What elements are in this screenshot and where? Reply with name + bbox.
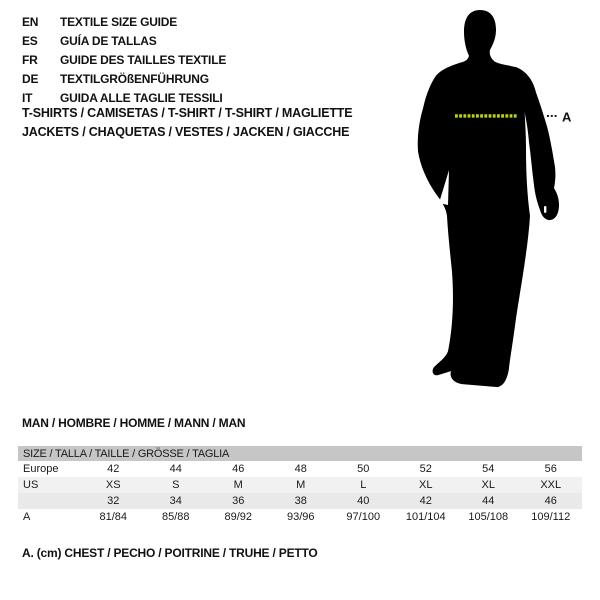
- size-table-header: SIZE / TALLA / TAILLE / GRÖSSE / TAGLIA: [18, 446, 582, 461]
- language-label: TEXTILE SIZE GUIDE: [60, 15, 178, 29]
- table-cell: 46: [520, 493, 583, 509]
- table-cell: 97/100: [332, 509, 395, 525]
- table-cell: 54: [457, 461, 520, 477]
- table-cell: 101/104: [395, 509, 458, 525]
- table-cell: 42: [395, 493, 458, 509]
- table-cell: 50: [332, 461, 395, 477]
- language-row: [22, 70, 226, 89]
- table-cell: XL: [395, 477, 458, 493]
- language-code: ES: [22, 34, 38, 48]
- table-row-chest-a: [18, 509, 582, 525]
- table-cell: S: [145, 477, 208, 493]
- table-cell: 42: [82, 461, 145, 477]
- silhouette-body: [418, 10, 530, 387]
- language-row: [22, 51, 226, 70]
- table-cell: 56: [520, 461, 583, 477]
- language-code: EN: [22, 15, 39, 29]
- size-table-header-row: [18, 446, 582, 461]
- table-cell: 44: [145, 461, 208, 477]
- language-label: TEXTILGRÖßENFÜHRUNG: [60, 72, 209, 86]
- table-cell: M: [207, 477, 270, 493]
- row-label: Europe: [18, 461, 82, 477]
- language-code: DE: [22, 72, 39, 86]
- language-row: [22, 13, 226, 32]
- language-label: GUIDE DES TAILLES TEXTILE: [60, 53, 227, 67]
- table-cell: 44: [457, 493, 520, 509]
- table-cell: XXL: [520, 477, 583, 493]
- language-label: GUIDA ALLE TAGLIE TESSILI: [60, 91, 223, 105]
- table-cell: 81/84: [82, 509, 145, 525]
- language-row: [22, 32, 226, 51]
- row-label: [18, 493, 82, 509]
- table-cell: XS: [82, 477, 145, 493]
- table-cell: 93/96: [270, 509, 333, 525]
- size-table: [18, 446, 582, 525]
- language-code: FR: [22, 53, 38, 67]
- man-silhouette: [405, 5, 585, 403]
- category-line-jackets: JACKETS / CHAQUETAS / VESTES / JACKEN / GIACCHE: [22, 125, 350, 139]
- table-cell: 46: [207, 461, 270, 477]
- table-cell: 34: [145, 493, 208, 509]
- garment-categories: [22, 104, 352, 142]
- table-cell: 36: [207, 493, 270, 509]
- table-cell: L: [332, 477, 395, 493]
- category-line-tshirts: T-SHIRTS / CAMISETAS / T-SHIRT / T-SHIRT / MAGLIETTE: [22, 106, 353, 120]
- table-cell: 40: [332, 493, 395, 509]
- man-silhouette-figure: [405, 5, 585, 403]
- footnote-chest-measure: A. (cm) CHEST / PECHO / POITRINE / TRUHE / PETTO: [22, 546, 318, 560]
- language-code: IT: [22, 91, 33, 105]
- table-cell: M: [270, 477, 333, 493]
- table-row-europe: [18, 461, 582, 477]
- table-row-numeric: [18, 493, 582, 509]
- row-label: A: [18, 509, 82, 525]
- thumb-notch: [544, 206, 546, 213]
- language-list: [22, 13, 226, 108]
- table-cell: 105/108: [457, 509, 520, 525]
- measure-label-a: A: [562, 109, 572, 125]
- table-cell: 32: [82, 493, 145, 509]
- table-cell: 38: [270, 493, 333, 509]
- table-cell: 109/112: [520, 509, 583, 525]
- table-cell: XL: [457, 477, 520, 493]
- table-cell: 52: [395, 461, 458, 477]
- table-row-us: [18, 477, 582, 493]
- table-cell: 85/88: [145, 509, 208, 525]
- section-title-man: MAN / HOMBRE / HOMME / MANN / MAN: [22, 416, 246, 430]
- language-label: GUÍA DE TALLAS: [60, 34, 157, 48]
- table-cell: 89/92: [207, 509, 270, 525]
- row-label: US: [18, 477, 82, 493]
- table-cell: 48: [270, 461, 333, 477]
